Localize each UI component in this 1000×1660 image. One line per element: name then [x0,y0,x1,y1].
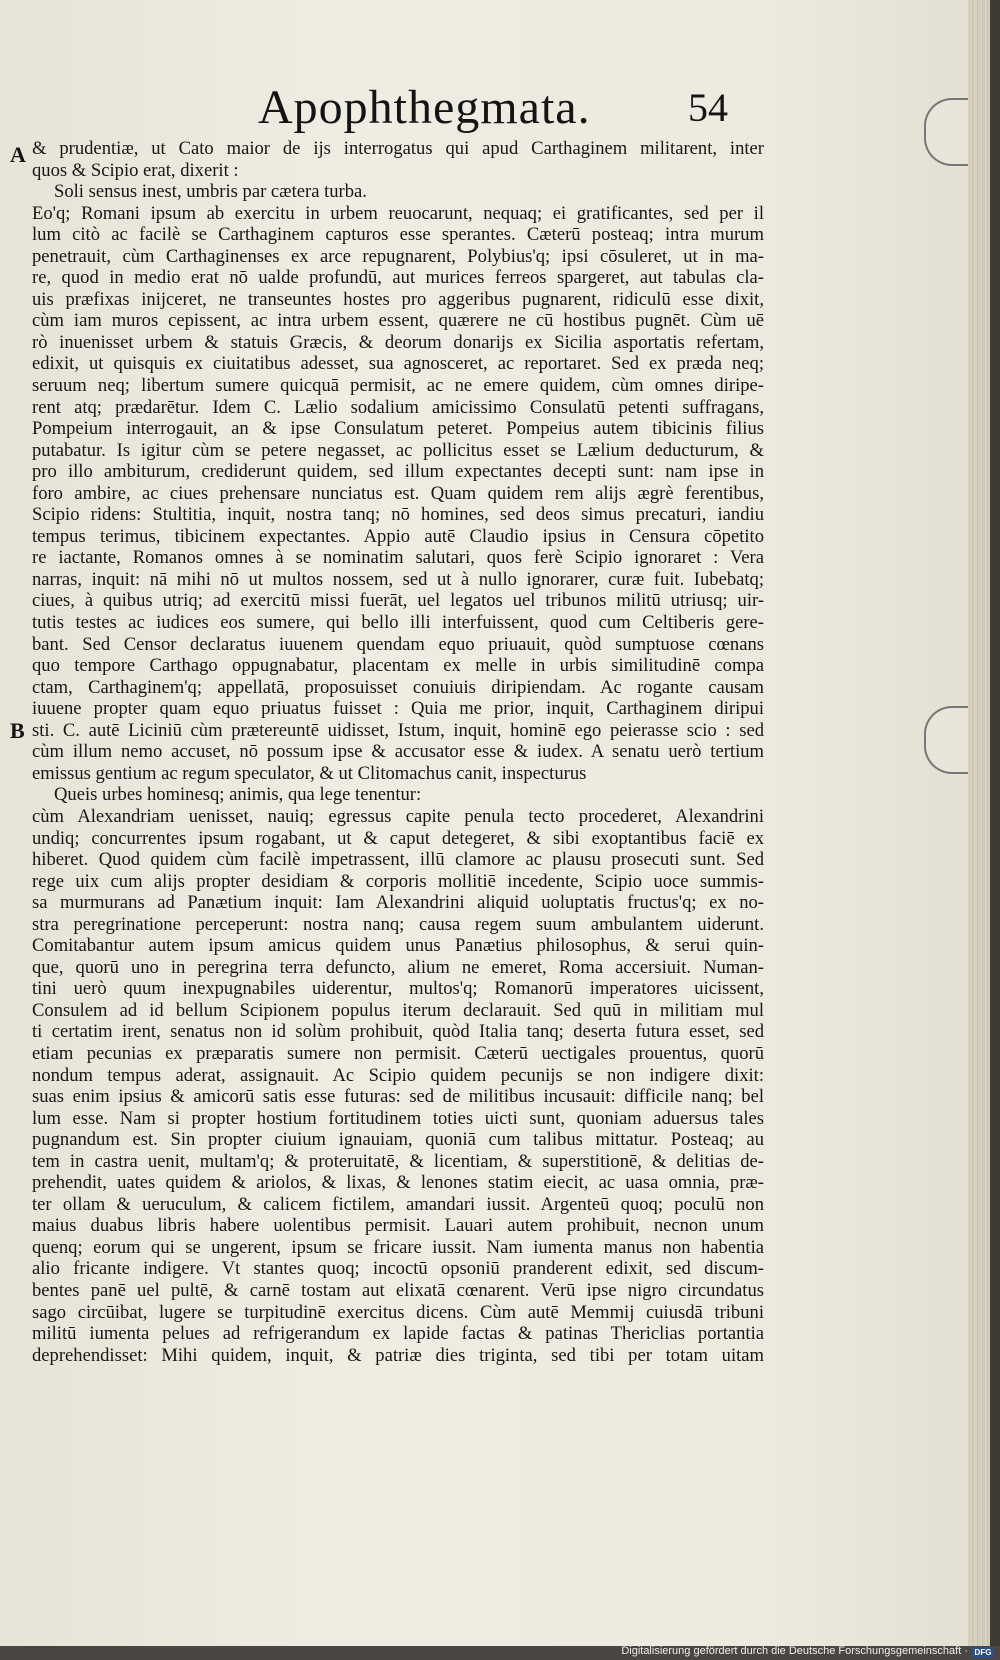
text-line: Comitabantur autem ipsum amicus quidem unus Panætius philosophus, & serui quin- [32,935,764,957]
page-tab-upper [924,98,970,166]
page-tab-lower [924,706,970,774]
text-line: bentes panē uel pultē, & carnē tostam aut elixatā cœnarent. Verū ipse nigro circundatus [32,1279,764,1301]
text-line: cùm illum nemo accuset, nō possum ipse & accusator esse & iudex. A senatu uerò tertium [32,741,764,763]
text-line: cùm Alexandriam uenisset, nauiq; egressus capite penula tecto procederet, Alexandrini [32,805,764,827]
text-line: tem in castra uenit, multam'q; & proteruitatē, & licentiam, & superstitionē, & delitias de- [32,1150,764,1172]
text-line: sa murmurans ad Panætium inquit: Iam Alexandrini aliquid uoluptatis fructus'q; ex no- [32,892,764,914]
text-line: prehendit, uates quidem & ariolos, & lixas, & lenones statim eiecit, ac uasa omnia, præ- [32,1172,764,1194]
text-line: alio fricante indigere. Vt stantes quoq; incoctū opsoniū pranderent edixit, sed discum- [32,1258,764,1280]
text-line: que, quorū uno in peregrina terra defuncto, alium ne emeret, Roma accersiuit. Numan- [32,956,764,978]
text-line: rent atq; prædarētur. Idem C. Lælio sodalium amicissimo Consulatū petenti suffragans, [32,396,764,418]
text-line [32,1366,764,1388]
text-line: lum esse. Nam si propter hostium fortitudinem toties uicti sunt, quoniam aduersus tales [32,1107,764,1129]
text-line: tempus terimus, tibicinem expectantes. Appio autē Claudio ipsius in Censura cōpetito [32,525,764,547]
text-line: tini uerò quum inexpugnabiles uiderentur, multos'q; Romanorū imperatores uicissent, [32,978,764,1000]
text-line: re, quod in medio erat nō ualde profundū, aut murices ferreos spargeret, aut tabulas cla- [32,267,764,289]
text-line: maius duabus libris habere uolentibus permisit. Lauari autem prohibuit, necnon unum [32,1215,764,1237]
verse-line: Queis urbes hominesq; animis, qua lege tenentur: [54,784,422,806]
text-line: narras, inquit: nā mihi nō ut multos nossem, sed ut à nullo ignorarer, curæ fuit. Iubebatq; [32,568,764,590]
text-line: deprehendisset: Mihi quidem, inquit, & patriæ dies triginta, sed tibi per totam uitam [32,1344,764,1366]
text-line: ctam, Carthaginem'q; appellatā, proposuisset conuiuis diripiendam. Ac rogante causam [32,676,764,698]
text-line: rege uix cum alijs propter desidiam & corporis mollitiē incedente, Scipio uoce summis- [32,870,764,892]
verse-line: Soli sensus inest, umbris par cætera turba. [54,181,367,203]
folio-number: 54 [688,85,728,130]
text-line: etiam pecunias ex præparatis sumere non permisit. Cæterū uectigales prouentus, quorū [32,1042,764,1064]
funding-credit: Digitalisierung gefördert durch die Deutsche Forschungsgemeinschaft · [621,1645,968,1657]
text-line: tutis testes ac iudices eos sumere, qui bello illi interfuissent, quod cum Celtiberis gere- [32,612,764,634]
text-line: ter ollam & ueruculum, & calicem fictilem, amandari iussit. Argenteū quoq; poculū non [32,1193,764,1215]
book-edge-shadow [990,0,1000,1660]
page-edge [968,0,990,1646]
text-line: Scipio ridens: Stultitia, inquit, nostra tanq; nō homines, sed deos simus precaturi, iandiu [32,504,764,526]
text-line: quos & Scipio erat, dixerit : [32,159,239,181]
text-line: sti. C. autē Liciniū cùm prætereuntē uidisset, Istum, inquit, hominē ego peierasse scio : sed [32,719,764,741]
text-block [32,138,764,1388]
text-line: undiq; concurrentes ipsum rogabant, ut & caput detegeret, & sibi exoptantibus faciē ex [32,827,764,849]
text-line: putabatur. Is igitur cùm se petere negasset, ac pollicitus esset se Lælium deducturum, & [32,439,764,461]
text-line: & prudentiæ, ut Cato maior de ijs interrogatus qui apud Carthaginem militarent, inter [32,138,764,159]
text-line: ti certatim irent, senatus non id solùm prohibuit, quòd Italia tanq; deserta futura esset, sed [32,1021,764,1043]
text-line: quenq; eorum qui se ungerent, ipsum se fricare iussit. Nam iumenta manus non habentia [32,1236,764,1258]
text-line: quo tempore Carthago oppugnabatur, placentam ex melle in urbis similitudinē compa [32,655,764,677]
text-line: foro ambire, ac ciues prehensare nunciatus est. Quam quidem rem alijs ægrè ferentibus, [32,482,764,504]
text-line: pugnandum est. Sin propter ciuium ignauiam, quoniā cum talibus mittatur. Posteaq; au [32,1129,764,1151]
text-line: sago circūibat, lugere se turpitudinē exercitus dicens. Cùm autē Memmij cuiusdā tribuni [32,1301,764,1323]
text-line: uis præfixas inijceret, ne transeuntes hostes pro aggeribus pugnarent, ridiculū esse dixit, [32,288,764,310]
text-line: rò inuenisset urbem & statuis Græcis, & deorum donarijs ex Sicilia asportatis refertam, [32,331,764,353]
text-line: Consulem ad id bellum Scipionem populus iterum declarauit. Sed quū in militiam mul [32,999,764,1021]
text-line: stra peregrinatione perceperunt: nostra nanq; causa regem suum ambulantem uiderunt. [32,913,764,935]
digitization-footer [0,1646,1000,1660]
text-line: militū iumenta pelues ad refrigerandum ex lapide factas & patinas Thericlias portantia [32,1323,764,1345]
text-line: bant. Sed Censor declaratus iuuenem quendam equo priuauit, quòd sumptuose cœnans [32,633,764,655]
text-line: Eo'q; Romani ipsum ab exercitu in urbem reuocarunt, nequaq; ei gratificantes, sed per il [32,202,764,224]
text-line: penetrauit, cùm Carthaginenses ex arce repugnarent, Polybius'q; ipsi cōsuleret, ut in ma- [32,245,764,267]
text-line: seruum neq; libertum sumere quicquā permisit, ac ne emere quidem, cùm omnes diripe- [32,375,764,397]
text-line: cùm iam muros cepissent, ac intra urbem essent, quærere ne cū hostibus pugnēt. Cùm uē [32,310,764,332]
text-line: edixit, ut quisquis ex ciuitatibus adesset, sua agnosceret, ac reportaret. Sed ex præda neq; [32,353,764,375]
text-line: ciues, à quibus utriq; ad exercitū missi fuerāt, uel legatos uel tribunos militū utriusq; uir- [32,590,764,612]
text-line: hiberet. Quod quidem cùm facilè impetrassent, illū clamore ac plausu prosecuti sunt. Sed [32,849,764,871]
dfg-logo: DFG [972,1647,994,1658]
text-line: suas enim ipsius & amicorū satis esse futuras: sed de militibus incusauit: difficile nanq; bel [32,1086,764,1108]
text-line: nondum tempus aderat, assignauit. Ac Scipio quidem pecunijs se non indigere dixit: [32,1064,764,1086]
text-line: lum citò ac facilè se Carthaginem capturos esse sperantes. Cæterū posteaq; intra murum [32,224,764,246]
running-head: Apophthegmata. [258,81,591,134]
text-line: re iactante, Romanos omnes à se nominatim salutari, quos ferè Scipio ignoraret : Vera [32,547,764,569]
margin-mark-a: A [10,142,26,167]
text-line: pro illo ambiturum, crediderunt quidem, sed illum expectantes decepti sunt: nam ipse in [32,461,764,483]
text-line: Pompeium interrogauit, an & ipse Consulatum peteret. Pompeius autem tibicinis filius [32,418,764,440]
margin-mark-b: B [10,718,25,743]
text-line: iuuene propter quam equo priuatus fuisset : Quia me prior, inquit, Carthaginem diripui [32,698,764,720]
text-line: emissus gentium ac regum speculator, & ut Clitomachus canit, inspecturus [32,762,587,784]
